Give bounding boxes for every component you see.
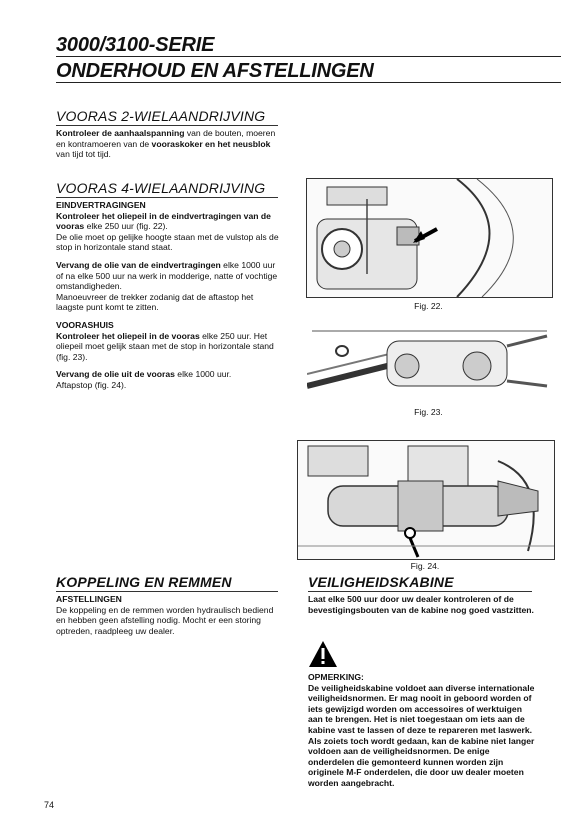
header-series: 3000/3100-SERIE — [56, 34, 561, 57]
section-title-vooras-4wd: VOORAS 4-WIELAANDRIJVING — [56, 180, 278, 198]
note-block — [308, 672, 536, 789]
subheading-afstellingen: AFSTELLINGEN — [56, 594, 122, 604]
section-title-koppeling: KOPPELING EN REMMEN — [56, 574, 278, 592]
text-bold: Kontroleer het oliepeil in de vooras — [56, 330, 200, 341]
figure-24-caption: Fig. 24. — [410, 561, 440, 571]
subheading-eindvertragingen: EINDVERTRAGINGEN — [56, 200, 146, 210]
figure-22-caption: Fig. 22. — [414, 301, 443, 311]
page-header — [56, 34, 561, 83]
note-text: De veiligheidskabine voldoet aan diverse internationale veiligheidsnormen. Er mag nooit in geboord worden of iets gewijzigd worden om accessoires of werktuigen aan te brengen. Het is niet toegestaan om iets aan de kabine vast te lassen of deze te repareren met laswerk. Als zoiets toch wordt gedaan, kan de kabine niet langer voldoen aan de veiligheidsnormen. De enige onderdelen die gemonteerd kunnen worden zijn originele M-F onderdelen, die door uw dealer moeten worden aangebracht. — [308, 682, 535, 788]
section-body-koppeling — [56, 594, 282, 636]
section-body-veiligheidskabine: Laat elke 500 uur door uw dealer kontroleren of de bevestigingsbouten van de kabine nog goed vastzitten. — [308, 594, 534, 615]
text-bold: Kontroleer de aanhaalspanning — [56, 128, 185, 138]
note-heading: OPMERKING: — [308, 672, 364, 682]
text: van de bouten, moeren en kontramoeren van de — [56, 128, 276, 149]
text-bold: Vervang de olie uit de vooras — [56, 369, 175, 380]
text-bold: Kontroleer het oliepeil in de eindvertragingen van de vooras — [56, 210, 271, 232]
subheading-vooraashuis: VOORASHUIS — [56, 319, 114, 330]
figure-23-image — [306, 325, 553, 402]
paragraph: Manoeuvreer de trekker zodanig dat de aftastop het laagste punt komt te zitten. — [56, 291, 254, 313]
text: elke 250 uur. Het oliepeil moet gelijk staan met de stop in horizontale stand (fig. 23). — [56, 330, 274, 362]
section-body-vooras-2wd — [56, 128, 282, 160]
paragraph: De olie moet op gelijke hoogte staan met de vulstop als de stop in horizontale stand staat. — [56, 231, 279, 253]
text: elke 1000 uur of na elke 500 uur na werk in modderige, natte of vochtige omstandigheden. — [56, 259, 278, 292]
section-title-vooras-2wd: VOORAS 2-WIELAANDRIJVING — [56, 108, 278, 126]
text-bold: vooraskoker en het neusblok — [151, 138, 271, 149]
section-body-vooras-4wd — [56, 200, 282, 391]
figure-22-image — [306, 178, 553, 298]
text: elke 1000 uur. — [174, 369, 232, 380]
section-title-veiligheidskabine: VEILIGHEIDSKABINE — [308, 574, 532, 592]
text-bold: Vervang de olie van de eindvertragingen — [56, 259, 221, 270]
paragraph: De koppeling en de remmen worden hydraulisch bediend en hebben geen afstelling nodig. Mocht er een storing optreden, raadpleeg uw dealer. — [56, 604, 274, 636]
text: elke 250 uur (fig. 22). — [84, 221, 168, 232]
figure-24-image — [297, 440, 555, 560]
header-title: ONDERHOUD EN AFSTELLINGEN — [56, 60, 561, 83]
page-number: 74 — [44, 800, 55, 810]
text: van tijd tot tijd. — [56, 149, 111, 160]
paragraph: Aftapstop (fig. 24). — [56, 379, 127, 390]
warning-triangle-icon — [308, 640, 338, 673]
figure-23-caption: Fig. 23. — [414, 407, 443, 417]
